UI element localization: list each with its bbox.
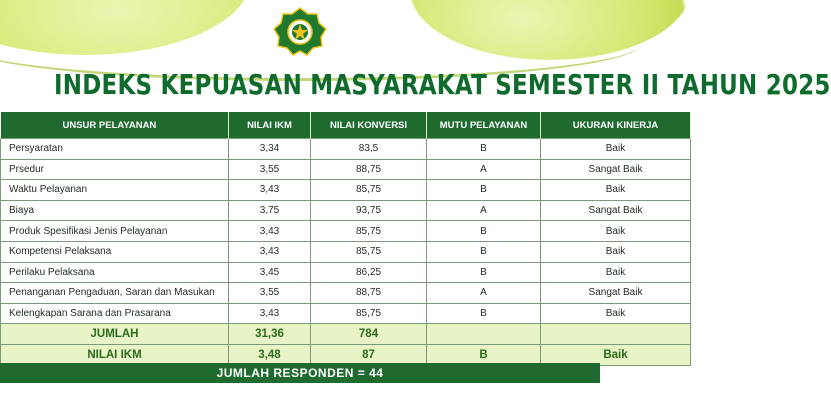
cell-unsur: Prsedur bbox=[1, 159, 229, 180]
jumlah-nilai-konversi: 784 bbox=[311, 324, 427, 345]
cell-kinerja: Sangat Baik bbox=[541, 200, 691, 221]
header-unsur-pelayanan: UNSUR PELAYANAN bbox=[1, 112, 229, 139]
cell-mutu: B bbox=[427, 241, 541, 262]
nilai-ikm-value: 3,48 bbox=[229, 345, 311, 366]
cell-nilai-konversi: 85,75 bbox=[311, 241, 427, 262]
cell-unsur: Biaya bbox=[1, 200, 229, 221]
jumlah-nilai-ikm: 31,36 bbox=[229, 324, 311, 345]
ikm-table-container bbox=[0, 112, 659, 366]
table-header-row bbox=[1, 112, 691, 139]
header-nilai-ikm: NILAI IKM bbox=[229, 112, 311, 139]
table-row bbox=[1, 180, 691, 201]
table-row bbox=[1, 221, 691, 242]
cell-kinerja: Baik bbox=[541, 303, 691, 324]
table-row bbox=[1, 303, 691, 324]
ikm-table bbox=[0, 112, 691, 366]
cell-nilai-konversi: 85,75 bbox=[311, 221, 427, 242]
cell-mutu: B bbox=[427, 139, 541, 160]
cell-nilai-ikm: 3,43 bbox=[229, 303, 311, 324]
cell-nilai-konversi: 93,75 bbox=[311, 200, 427, 221]
jumlah-mutu bbox=[427, 324, 541, 345]
table-row bbox=[1, 200, 691, 221]
cell-mutu: B bbox=[427, 180, 541, 201]
cell-mutu: A bbox=[427, 159, 541, 180]
cell-unsur: Kelengkapan Sarana dan Prasarana bbox=[1, 303, 229, 324]
cell-mutu: B bbox=[427, 303, 541, 324]
nilai-ikm-konversi: 87 bbox=[311, 345, 427, 366]
cell-unsur: Kompetensi Pelaksana bbox=[1, 241, 229, 262]
cell-nilai-konversi: 88,75 bbox=[311, 159, 427, 180]
cell-kinerja: Sangat Baik bbox=[541, 159, 691, 180]
cell-nilai-konversi: 88,75 bbox=[311, 283, 427, 304]
table-row bbox=[1, 241, 691, 262]
table-row bbox=[1, 159, 691, 180]
cell-kinerja: Sangat Baik bbox=[541, 283, 691, 304]
cell-nilai-konversi: 85,75 bbox=[311, 180, 427, 201]
cell-unsur: Waktu Pelayanan bbox=[1, 180, 229, 201]
cell-mutu: A bbox=[427, 283, 541, 304]
cell-nilai-konversi: 85,75 bbox=[311, 303, 427, 324]
table-row bbox=[1, 283, 691, 304]
ministry-emblem-icon bbox=[271, 6, 329, 58]
nilai-ikm-mutu: B bbox=[427, 345, 541, 366]
cell-kinerja: Baik bbox=[541, 180, 691, 201]
cell-nilai-ikm: 3,45 bbox=[229, 262, 311, 283]
cell-nilai-konversi: 83,5 bbox=[311, 139, 427, 160]
cell-nilai-ikm: 3,43 bbox=[229, 241, 311, 262]
cell-nilai-ikm: 3,34 bbox=[229, 139, 311, 160]
table-row bbox=[1, 262, 691, 283]
cell-nilai-ikm: 3,55 bbox=[229, 159, 311, 180]
cell-kinerja: Baik bbox=[541, 241, 691, 262]
jumlah-label: JUMLAH bbox=[1, 324, 229, 345]
cell-kinerja: Baik bbox=[541, 139, 691, 160]
cell-mutu: B bbox=[427, 262, 541, 283]
cell-mutu: B bbox=[427, 221, 541, 242]
header-ukuran-kinerja: UKURAN KINERJA bbox=[541, 112, 691, 139]
cell-kinerja: Baik bbox=[541, 221, 691, 242]
cell-nilai-konversi: 86,25 bbox=[311, 262, 427, 283]
table-row bbox=[1, 139, 691, 160]
cell-unsur: Perilaku Pelaksana bbox=[1, 262, 229, 283]
header-mutu-pelayanan: MUTU PELAYANAN bbox=[427, 112, 541, 139]
cell-nilai-ikm: 3,43 bbox=[229, 221, 311, 242]
cell-unsur: Penanganan Pengaduan, Saran dan Masukan bbox=[1, 283, 229, 304]
header-nilai-konversi: NILAI KONVERSI bbox=[311, 112, 427, 139]
nilai-ikm-kinerja: Baik bbox=[541, 345, 691, 366]
nilai-ikm-label: NILAI IKM bbox=[1, 345, 229, 366]
page-title: INDEKS KEPUASAN MASYARAKAT SEMESTER II TAHUN 2025 bbox=[54, 68, 831, 101]
cell-nilai-ikm: 3,55 bbox=[229, 283, 311, 304]
cell-nilai-ikm: 3,75 bbox=[229, 200, 311, 221]
jumlah-responden-banner: JUMLAH RESPONDEN = 44 bbox=[0, 363, 600, 383]
cell-nilai-ikm: 3,43 bbox=[229, 180, 311, 201]
jumlah-kinerja bbox=[541, 324, 691, 345]
cell-unsur: Persyaratan bbox=[1, 139, 229, 160]
cell-kinerja: Baik bbox=[541, 262, 691, 283]
cell-unsur: Produk Spesifikasi Jenis Pelayanan bbox=[1, 221, 229, 242]
jumlah-row bbox=[1, 324, 691, 345]
cell-mutu: A bbox=[427, 200, 541, 221]
